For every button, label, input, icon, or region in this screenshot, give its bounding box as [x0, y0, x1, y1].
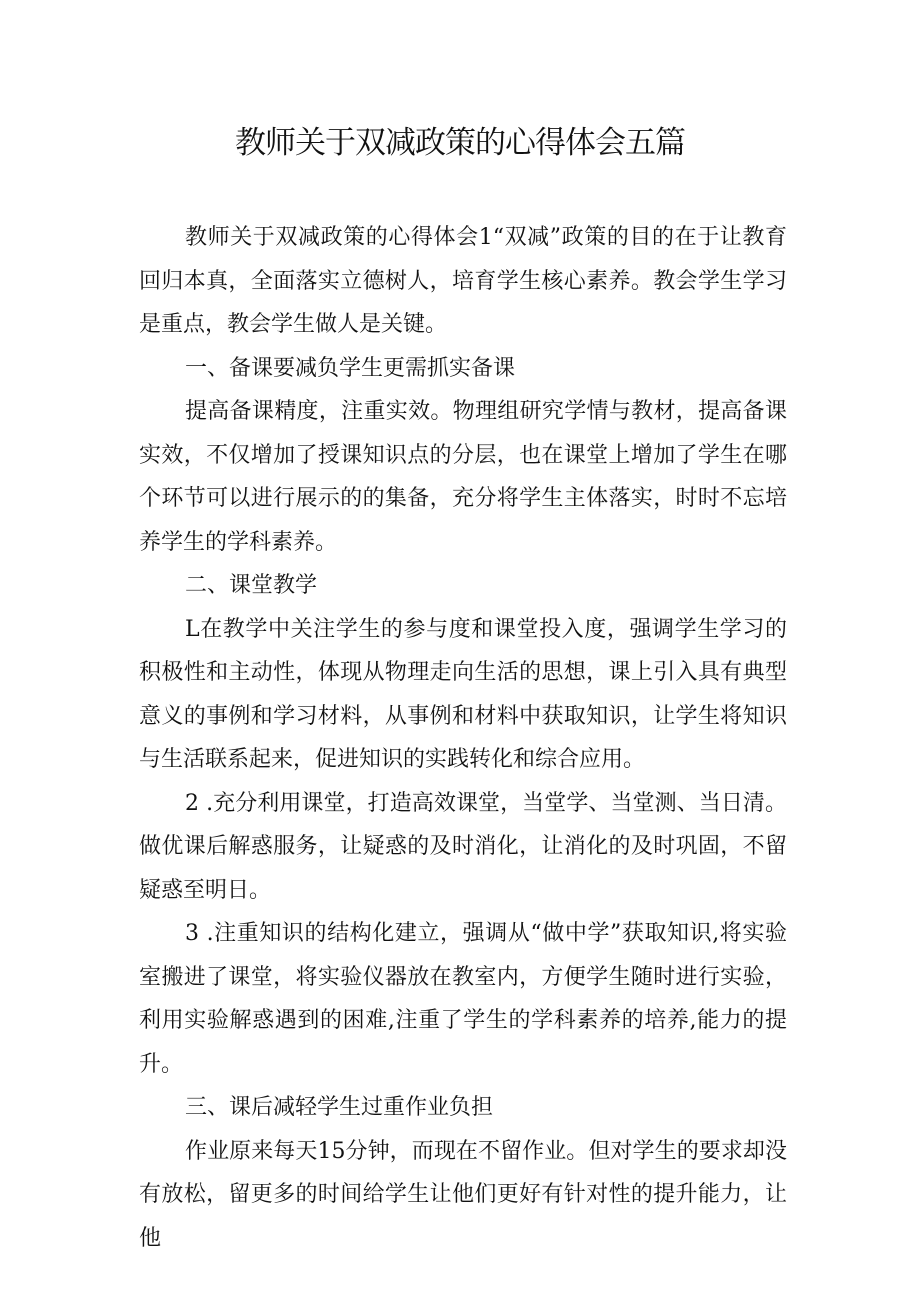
body-paragraph: 3 .注重知识的结构化建立，强调从“做中学”获取知识,将实验室搬进了课堂，将实验仪器放在教室内，方便学生随时进行实验，利用实验解惑遇到的困难,注重了学生的学科素养的培养,能力的提升。: [139, 921, 787, 1077]
section-heading-3: 三、课后减轻学生过重作业负担: [185, 1095, 494, 1120]
body-paragraph: L在教学中关注学生的参与度和课堂投入度，强调学生学习的积极性和主动性，体现从物理走向生活的思想，课上引入具有典型意义的事例和学习材料，从事例和材料中获取知识，让学生将知识与生活联系起来，促进知识的实践转化和综合应用。: [139, 616, 787, 772]
document-body: [139, 216, 787, 1260]
section-heading-2: 二、课堂教学: [185, 573, 318, 598]
section-heading-1: 一、备课要减负学生更需抓实备课: [185, 355, 516, 381]
body-paragraph: 作业原来每天15分钟，而现在不留作业。但对学生的要求却没有放松，留更多的时间给学生让他们更好有针对性的提升能力，让他: [139, 1138, 787, 1251]
document-title: 教师关于双减政策的心得体会五篇: [235, 125, 685, 161]
body-paragraph: 2 .充分利用课堂，打造高效课堂，当堂学、当堂测、当日清。做优课后解惑服务，让疑惑的及时消化，让消化的及时巩固，不留疑惑至明日。: [139, 790, 787, 903]
body-paragraph: 提高备课精度，注重实效。物理组研究学情与教材，提高备课实效，不仅增加了授课知识点的分层，也在课堂上增加了学生在哪个环节可以进行展示的的集备，充分将学生主体落实，时时不忘培养学生的学科素养。: [139, 399, 787, 555]
intro-paragraph: 教师关于双减政策的心得体会1“双减”政策的目的在于让教育回归本真，全面落实立德树人，培育学生核心素养。教会学生学习是重点，教会学生做人是关键。: [139, 225, 787, 337]
